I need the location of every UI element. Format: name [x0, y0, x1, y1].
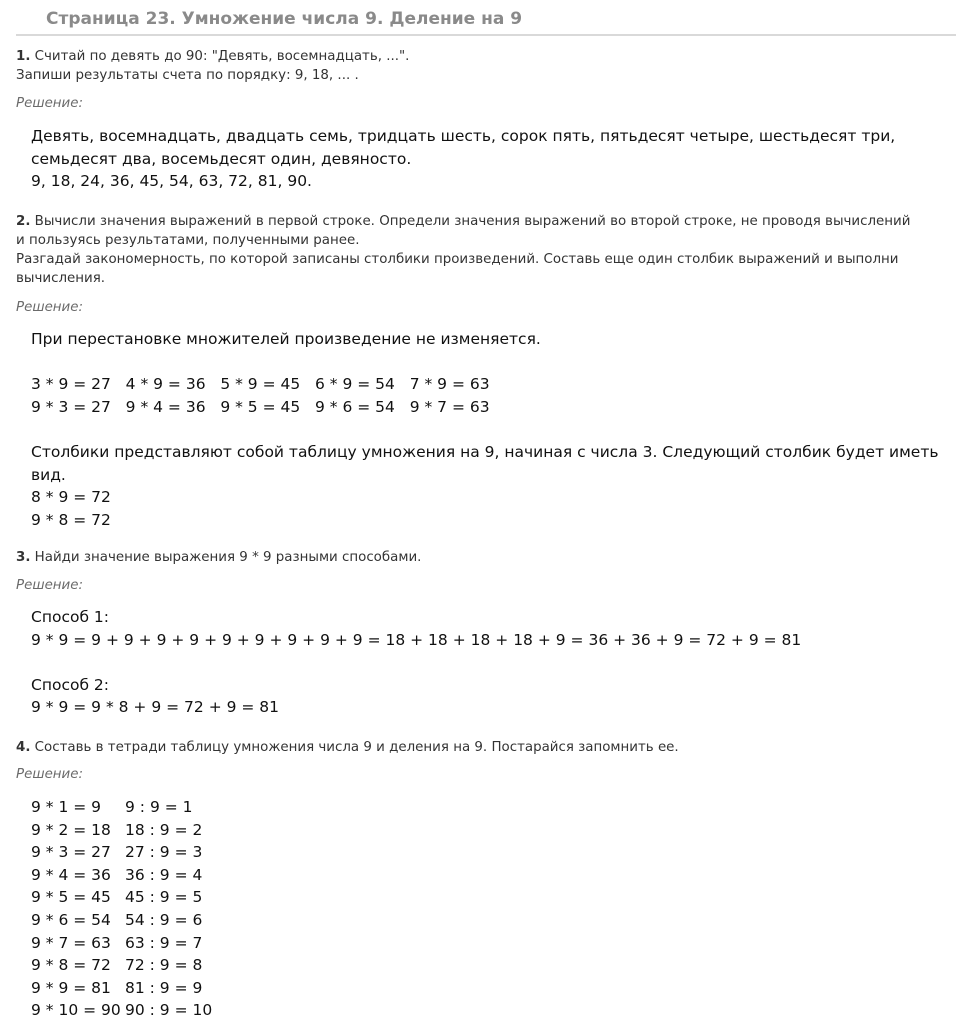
task-3-line-1 — [16, 548, 961, 567]
products-row-2: 9 * 3 = 27 9 * 4 = 36 9 * 5 = 45 9 * 6 = 54 9 * 7 = 63 — [31, 397, 490, 416]
spacer — [31, 651, 951, 674]
task-2-line-3: Разгадай закономерность, по которой записаны столбики произведений. Составь еще один столбик выражений и выполни — [16, 252, 899, 267]
table-mul-cell: 9 * 8 = 72 — [31, 956, 111, 975]
task-2-number: 2. — [16, 214, 31, 229]
table-mul-cell: 9 * 7 = 63 — [31, 933, 111, 952]
table-div-cell: 18 : 9 = 2 — [125, 820, 203, 839]
task-3-solution-label: Решение: — [16, 578, 84, 593]
task-4 — [16, 738, 961, 757]
spacer — [31, 418, 951, 441]
page-title: Страница 23. Умножение числа 9. Деление на 9 — [46, 9, 523, 29]
task-3-number: 3. — [16, 550, 31, 565]
task-2-line-2: и пользуясь результатами, полученными ранее. — [16, 233, 360, 248]
task-4-solution-label: Решение: — [16, 767, 84, 782]
task-4-number: 4. — [16, 740, 31, 755]
solution-line: семьдесят два, восемьдесят один, девяносто. — [31, 149, 412, 168]
task-2-text: Вычисли значения выражений в первой строке. Определи значения выражений во второй строке, не проводя вычислений — [34, 214, 911, 229]
way-1-text: 9 * 9 = 9 + 9 + 9 + 9 + 9 + 9 + 9 + 9 + 9 = 18 + 18 + 18 + 18 + 9 = 36 + 36 + 9 = 72 + 9 = 81 — [31, 630, 802, 649]
task-4-solution — [31, 796, 951, 1022]
task-4-line-1 — [16, 738, 961, 757]
task-1-solution — [31, 125, 951, 193]
next-column-line-2: 9 * 8 = 72 — [31, 510, 111, 529]
table-div-cell: 90 : 9 = 10 — [125, 1001, 213, 1020]
task-1-text: Считай по девять до 90: "Девять, восемнадцать, ...". — [34, 49, 410, 64]
rule-text: При перестановке множителей произведение не изменяется. — [31, 330, 541, 348]
task-1-number: 1. — [16, 49, 31, 64]
table-mul-cell: 9 * 3 = 27 — [31, 843, 111, 862]
explanation-line-2: вид. — [31, 465, 66, 484]
task-2-solution-label: Решение: — [16, 300, 84, 315]
table-div-cell: 36 : 9 = 4 — [125, 865, 203, 884]
task-3-solution — [31, 606, 951, 719]
task-1-solution-label: Решение: — [16, 96, 84, 111]
task-1-line-2: Запиши результаты счета по порядку: 9, 18, ... . — [16, 68, 359, 83]
task-2 — [16, 212, 961, 288]
products-row-1: 3 * 9 = 27 4 * 9 = 36 5 * 9 = 45 6 * 9 = 54 7 * 9 = 63 — [31, 375, 490, 394]
table-div-cell: 72 : 9 = 8 — [125, 956, 203, 975]
task-2-line-1 — [16, 212, 961, 231]
way-1-label: Способ 1: — [31, 608, 110, 626]
task-2-solution — [31, 328, 951, 531]
table-div-cell: 63 : 9 = 7 — [125, 933, 203, 952]
way-2-text: 9 * 9 = 9 * 8 + 9 = 72 + 9 = 81 — [31, 698, 280, 717]
table-mul-cell: 9 * 1 = 9 — [31, 798, 102, 816]
next-column-line-1: 8 * 9 = 72 — [31, 488, 111, 507]
task-3 — [16, 548, 961, 567]
table-mul-cell: 9 * 4 = 36 — [31, 865, 111, 884]
table-div-cell: 81 : 9 = 9 — [125, 978, 203, 997]
solution-line: Девять, восемнадцать, двадцать семь, тридцать шесть, сорок пять, пятьдесят четыре, шестьдесят три, — [31, 127, 896, 145]
table-div-cell: 45 : 9 = 5 — [125, 888, 203, 907]
table-div-cell: 27 : 9 = 3 — [125, 843, 203, 862]
table-mul-cell: 9 * 9 = 81 — [31, 978, 111, 997]
multiplication-division-table — [31, 796, 951, 1022]
table-div-cell: 54 : 9 = 6 — [125, 910, 203, 929]
table-mul-cell: 9 * 10 = 90 — [31, 1001, 121, 1020]
task-1-line-1 — [16, 47, 961, 66]
way-2-label: Способ 2: — [31, 675, 110, 694]
table-mul-cell: 9 * 2 = 18 — [31, 820, 111, 839]
page-header — [16, 6, 956, 36]
table-mul-cell: 9 * 5 = 45 — [31, 888, 111, 907]
explanation-line-1: Столбики представляют собой таблицу умножения на 9, начиная с числа 3. Следующий столбик будет иметь — [31, 442, 939, 461]
task-1 — [16, 47, 961, 85]
solution-line: 9, 18, 24, 36, 45, 54, 63, 72, 81, 90. — [31, 172, 312, 191]
spacer — [31, 351, 951, 374]
task-3-text: Найди значение выражения 9 * 9 разными способами. — [34, 550, 422, 565]
table-div-cell: 9 : 9 = 1 — [125, 798, 193, 816]
task-2-line-4: вычисления. — [16, 271, 106, 286]
table-mul-cell: 9 * 6 = 54 — [31, 910, 111, 929]
task-4-text: Составь в тетради таблицу умножения числа 9 и деления на 9. Постарайся запомнить ее. — [34, 740, 679, 755]
